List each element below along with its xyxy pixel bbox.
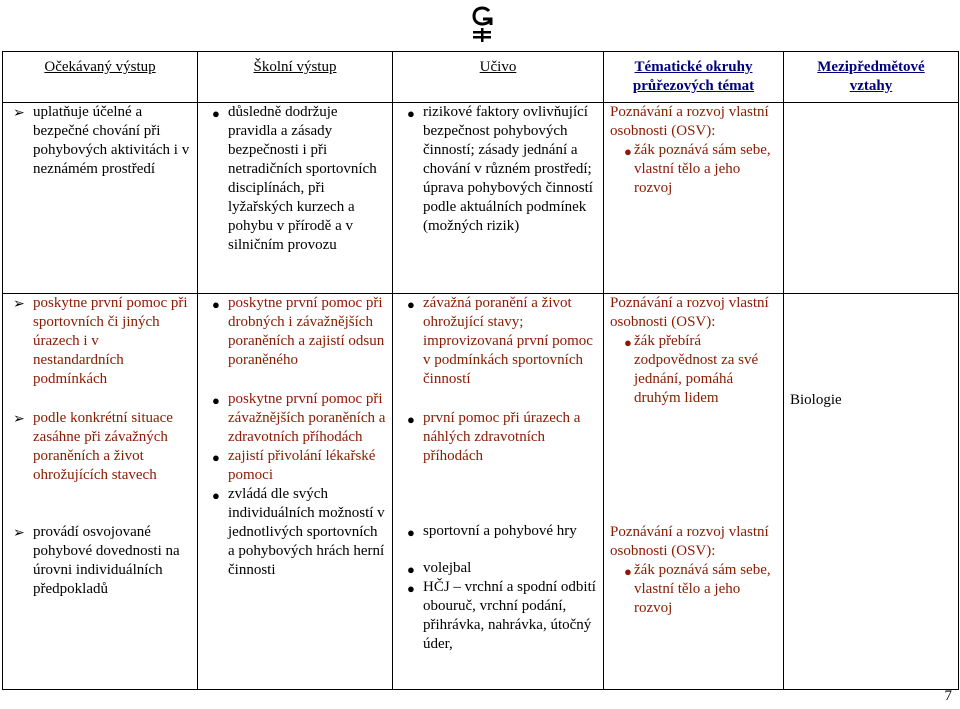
dot-bullet-icon: ●	[212, 450, 220, 465]
cell-ocekavany	[3, 103, 198, 294]
dot-bullet-icon: ●	[407, 412, 415, 427]
header-tematicke-line1: Tématické okruhy	[634, 59, 753, 75]
arrow-bullet-icon: ➢	[13, 412, 25, 427]
dot-bullet-icon: ●	[624, 144, 632, 159]
list-item	[610, 332, 777, 408]
header-skolni: Školní výstup	[198, 52, 393, 103]
dot-bullet-icon: ●	[407, 297, 415, 312]
dot-bullet-icon: ●	[212, 393, 220, 408]
header-mezipredmetove-line2: vztahy	[849, 78, 893, 94]
header-tematicke-line2: průřezových témat	[632, 78, 755, 94]
osv-heading: Poznávání a rozvoj vlastní osobnosti (OSV):	[610, 104, 769, 139]
item-text: zajistí přivolání lékařské pomoci	[228, 448, 376, 483]
dot-bullet-icon: ●	[407, 562, 415, 577]
list-item	[9, 409, 191, 485]
item-text: rizikové faktory ovlivňující bezpečnost pohybových činností; zásady jednání a chování v různém prostředí; úprava pohybových činností podle aktuálních podmínek (možných rizik)	[423, 104, 593, 234]
list-item	[9, 294, 191, 389]
table-row	[3, 103, 959, 294]
item-text: důsledně dodržuje pravidla a zásady bezpečnosti i při netradičních sportovních disciplínách, při lyžařských kurzech a pohybu v přírodě a v silničním provozu	[228, 104, 377, 253]
header-mezipredmetove	[784, 52, 959, 103]
osv-heading: Poznávání a rozvoj vlastní osobnosti (OSV):	[610, 295, 769, 330]
page-number: 7	[944, 688, 952, 704]
table-row	[3, 294, 959, 690]
dot-bullet-icon: ●	[624, 335, 632, 350]
list-item	[204, 294, 386, 370]
item-text: zvládá dle svých individuálních možností v jednotlivých sportovních a pohybových hrách herní činnosti	[228, 486, 385, 578]
cell-mezipredmetove	[784, 294, 959, 690]
item-text: první pomoc při úrazech a náhlých zdravotních příhodách	[423, 410, 581, 464]
cell-ocekavany	[3, 294, 198, 690]
item-text: závažná poranění a život ohrožující stavy; improvizovaná první pomoc v podmínkách sportovních činností	[423, 295, 593, 387]
item-text: volejbal	[423, 560, 472, 576]
list-item	[610, 561, 777, 618]
list-item	[399, 559, 597, 578]
item-text: podle konkrétní situace zasáhne při závažných poraněních a život ohrožujících stavech	[33, 410, 173, 483]
list-item	[399, 578, 597, 654]
list-item	[399, 103, 597, 236]
list-item	[204, 485, 386, 580]
dot-bullet-icon: ●	[407, 581, 415, 596]
list-item	[399, 294, 597, 389]
cell-tematicke	[604, 294, 784, 690]
item-text: žák přebírá zodpovědnost za své jednání, pomáhá druhým lidem	[634, 333, 759, 406]
arrow-bullet-icon: ➢	[13, 106, 25, 121]
list-item	[399, 409, 597, 466]
dot-bullet-icon: ●	[212, 297, 220, 312]
item-text: poskytne první pomoc při drobných i závažnějších poraněních a zajistí odsun poraněného	[228, 295, 385, 368]
list-item	[399, 522, 597, 541]
list-item	[610, 141, 777, 198]
arrow-bullet-icon: ➢	[13, 297, 25, 312]
school-logo-icon	[467, 3, 497, 43]
cell-skolni	[198, 294, 393, 690]
dot-bullet-icon: ●	[624, 564, 632, 579]
item-text: HČJ – vrchní a spodní odbití obouruč, vrchní podání, přihrávka, nahrávka, útočný úder,	[423, 579, 596, 652]
dot-bullet-icon: ●	[407, 525, 415, 540]
item-text: žák poznává sám sebe, vlastní tělo a jeho rozvoj	[634, 142, 771, 196]
list-item	[204, 390, 386, 447]
mezipredmetove-text: Biologie	[790, 392, 842, 408]
item-text: uplatňuje účelné a bezpečné chování při pohybových aktivitách i v neznámém prostředí	[33, 104, 190, 177]
dot-bullet-icon: ●	[212, 488, 220, 503]
list-item	[204, 103, 386, 255]
header-ocekavany: Očekávaný výstup	[3, 52, 198, 103]
cell-tematicke	[604, 103, 784, 294]
cell-ucivo	[393, 103, 604, 294]
header-tematicke	[604, 52, 784, 103]
dot-bullet-icon: ●	[407, 106, 415, 121]
header-ucivo: Učivo	[393, 52, 604, 103]
cell-mezipredmetove	[784, 103, 959, 294]
header-row	[3, 52, 959, 103]
item-text: provádí osvojované pohybové dovednosti na úrovni individuálních předpokladů	[33, 524, 180, 597]
cell-skolni	[198, 103, 393, 294]
osv-heading: Poznávání a rozvoj vlastní osobnosti (OSV):	[610, 524, 769, 559]
curriculum-table	[2, 51, 959, 690]
dot-bullet-icon: ●	[212, 106, 220, 121]
item-text: žák poznává sám sebe, vlastní tělo a jeho rozvoj	[634, 562, 771, 616]
list-item	[9, 103, 191, 179]
header-mezipredmetove-line1: Mezipředmětové	[817, 59, 925, 75]
item-text: poskytne první pomoc při závažnějších poraněních a zdravotních příhodách	[228, 391, 386, 445]
list-item	[9, 523, 191, 599]
arrow-bullet-icon: ➢	[13, 526, 25, 541]
list-item	[204, 447, 386, 485]
cell-ucivo	[393, 294, 604, 690]
item-text: sportovní a pohybové hry	[423, 523, 577, 539]
item-text: poskytne první pomoc při sportovních či jiných úrazech i v nestandardních podmínkách	[33, 295, 188, 387]
